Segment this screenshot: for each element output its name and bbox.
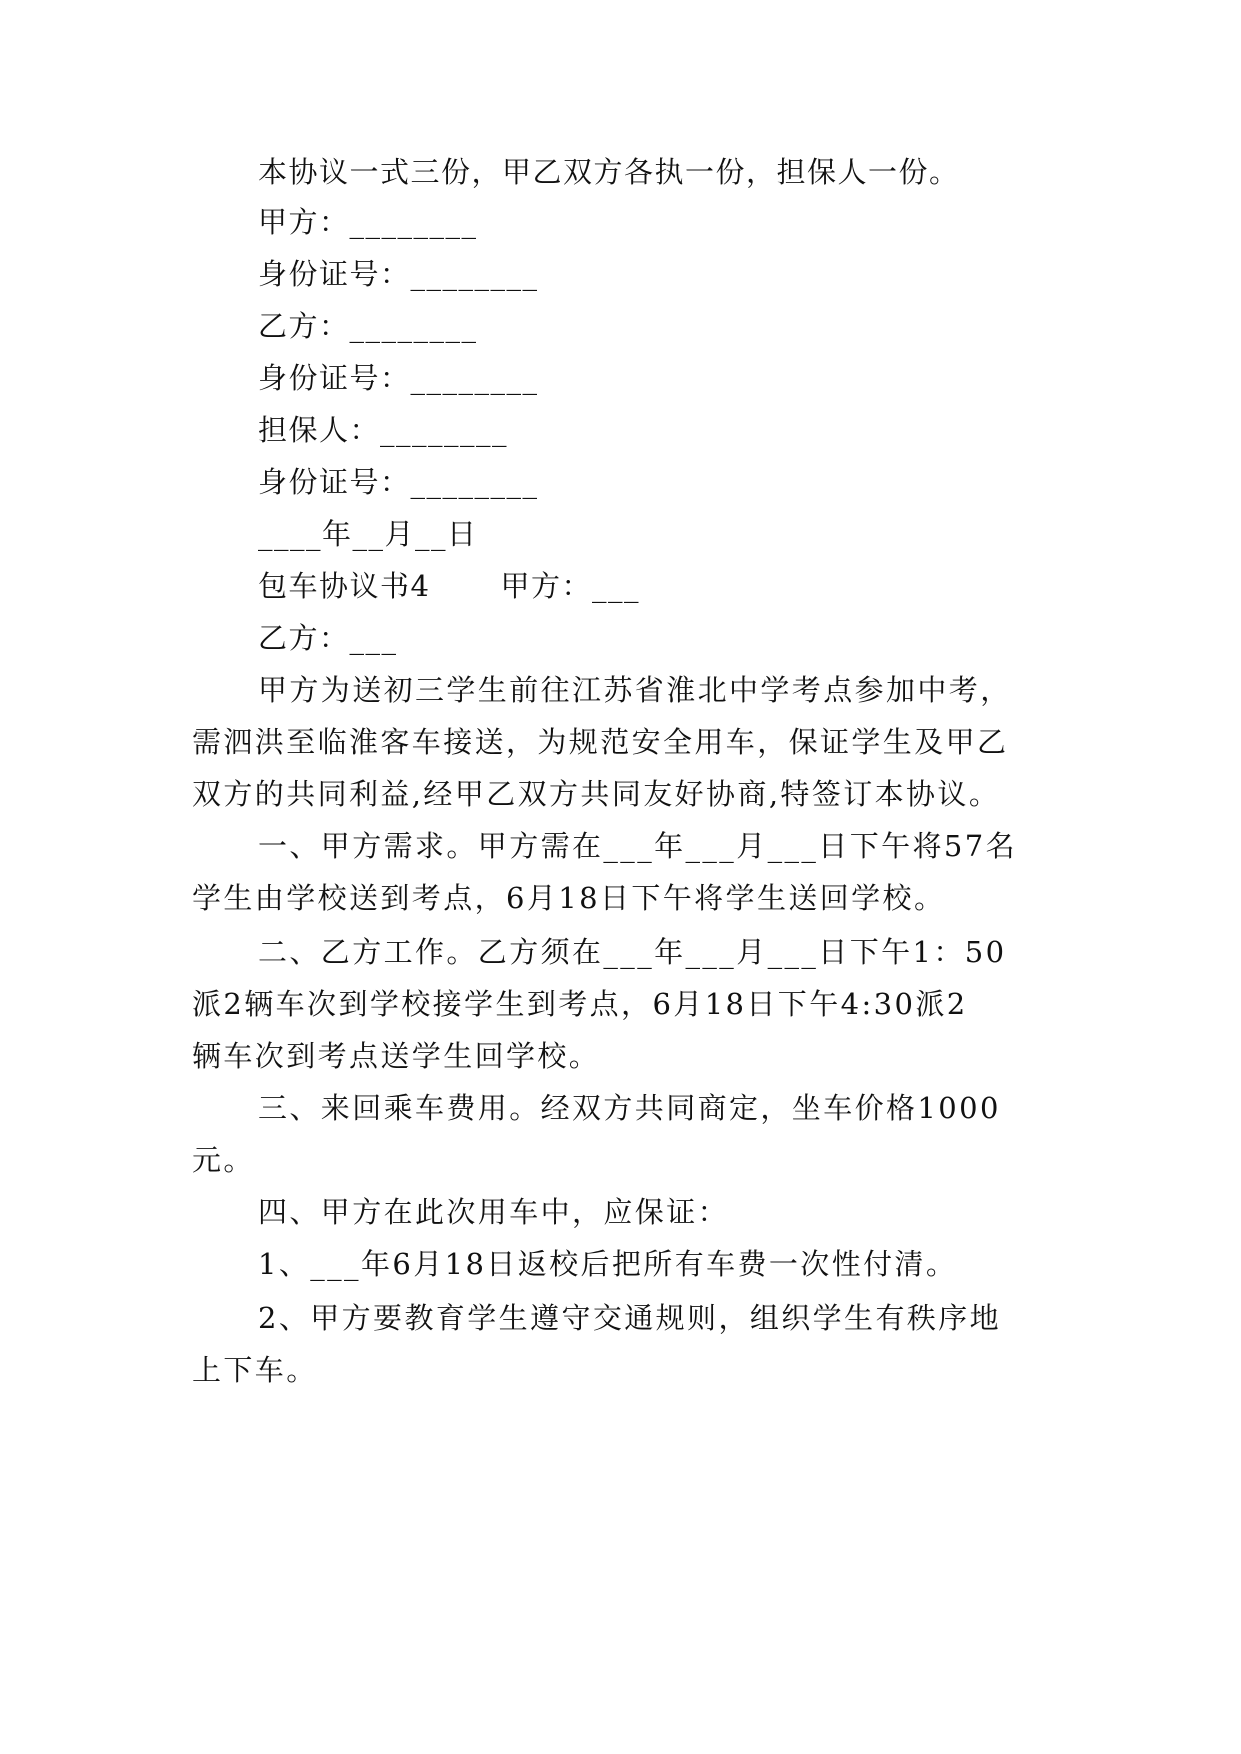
clause-2-line-3: 辆车次到考点送学生回学校。 (192, 1039, 601, 1073)
party-a-id-line: 身份证号：________ (258, 257, 539, 291)
agreement-4-title: 包车协议书4 (258, 569, 431, 603)
agreement-4-party-a: 甲方：___ (500, 569, 640, 603)
clause-3-line-1: 三、来回乘车费用。经双方共同商定，坐车价格1000 (258, 1091, 1001, 1125)
clause-2-line-1: 二、乙方工作。乙方须在___年___月___日下午1：50 (258, 935, 1007, 969)
copies-clause: 本协议一式三份，甲乙双方各执一份，担保人一份。 (258, 155, 960, 189)
clause-1-line-2: 学生由学校送到考点，6月18日下午将学生送回学校。 (192, 881, 946, 915)
clause-4-item-1: 1、___年6月18日返校后把所有车费一次性付清。 (258, 1247, 958, 1281)
preamble-line-3: 双方的共同利益,经甲乙双方共同友好协商,特签订本协议。 (192, 777, 1001, 811)
guarantor-signature-line: 担保人：________ (258, 413, 509, 447)
clause-1-line-1: 一、甲方需求。甲方需在___年___月___日下午将57名 (258, 829, 1018, 863)
preamble-line-2: 需泗洪至临淮客车接送，为规范安全用车，保证学生及甲乙 (192, 725, 1009, 759)
agreement-4-header (258, 566, 640, 606)
clause-4-item-2-line-2: 上下车。 (192, 1353, 318, 1387)
date-line: ____年__月__日 (258, 517, 478, 551)
clause-4-item-2-line-1: 2、甲方要教育学生遵守交通规则，组织学生有秩序地 (258, 1301, 1002, 1335)
party-a-signature-line: 甲方：________ (258, 205, 478, 239)
clause-2-line-2: 派2辆车次到学校接学生到考点，6月18日下午4:30派2 (192, 987, 968, 1021)
clause-3-line-2: 元。 (192, 1143, 255, 1177)
agreement-4-party-b: 乙方：___ (258, 621, 398, 655)
party-b-signature-line: 乙方：________ (258, 309, 478, 343)
party-b-id-line: 身份证号：________ (258, 361, 539, 395)
clause-4-heading: 四、甲方在此次用车中，应保证： (258, 1195, 730, 1229)
guarantor-id-line: 身份证号：________ (258, 465, 539, 499)
preamble-line-1: 甲方为送初三学生前往江苏省淮北中学考点参加中考， (258, 673, 1012, 707)
